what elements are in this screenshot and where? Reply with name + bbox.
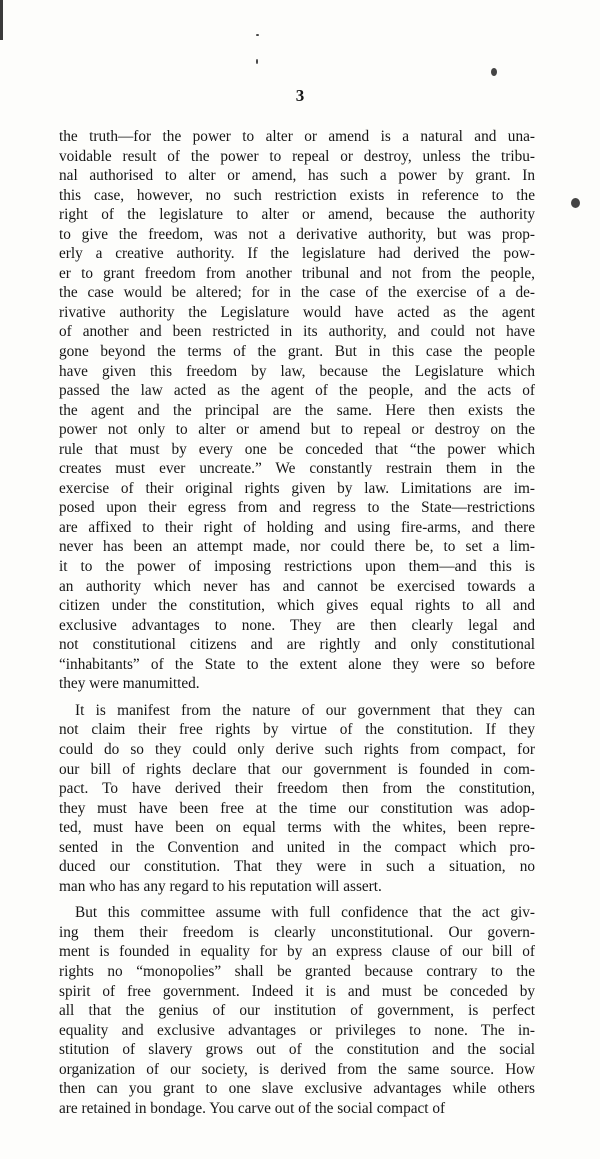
scan-edge-mark <box>0 0 3 40</box>
text-line: of another and been restricted in its authority, and could not have <box>59 323 535 341</box>
text-line: ment is founded in equality for by an express clause of our bill of <box>59 943 535 961</box>
text-line: ted, must have been on equal terms with the whites, been repre- <box>59 819 535 837</box>
text-line: right of the legislature to alter or amend, because the authority <box>59 206 535 224</box>
text-line: citizen under the constitution, which gives equal rights to all and <box>59 597 535 615</box>
text-line: rights no “monopolies” shall be granted because contrary to the <box>59 962 535 980</box>
body-text <box>59 127 535 1118</box>
text-line: stitution of slavery grows out of the constitution and the social <box>59 1041 535 1059</box>
text-line: posed upon their egress from and regress to the State—restrictions <box>59 499 535 517</box>
text-line: pact. To have derived their freedom then from the constitution, <box>59 780 535 798</box>
text-line: man who has any regard to his reputation will assert. <box>59 877 382 895</box>
text-line: not constitutional citizens and are rightly and only constitutional <box>59 636 535 654</box>
text-line: spirit of free government. Indeed it is and must be conceded by <box>59 982 535 1000</box>
text-line: an authority which never has and cannot be exercised towards a <box>59 577 535 595</box>
text-line: our bill of rights declare that our government is founded in com- <box>59 760 535 778</box>
text-line: rivative authority the Legislature would have acted as the agent <box>59 303 535 321</box>
paragraph-gap <box>59 896 535 903</box>
ink-speck <box>256 34 259 36</box>
text-line: the truth—for the power to alter or amend is a natural and una- <box>59 128 535 145</box>
text-line: are affixed to their right of holding and using fire-arms, and there <box>59 518 535 536</box>
text-line: ing them their freedom is clearly unconstitutional. Our govern- <box>59 923 535 941</box>
paragraph-gap <box>59 694 535 701</box>
text-line: “inhabitants” of the State to the extent alone they were so before <box>59 655 535 673</box>
paragraph <box>59 127 535 694</box>
text-line: are retained in bondage. You carve out of the social compact of <box>59 1099 446 1117</box>
text-line: nal authorised to alter or amend, has such a power by grant. In <box>59 167 535 185</box>
text-line: they must have been free at the time our constitution was adop- <box>59 799 535 817</box>
text-line: not claim their free rights by virtue of the constitution. If they <box>59 721 535 739</box>
text-line: rule that must by every one be conceded that “the power which <box>59 440 535 458</box>
ink-speck <box>571 198 580 208</box>
text-line: could do so they could only derive such rights from compact, for <box>59 740 535 758</box>
text-line: exclusive advantages to none. They are then clearly legal and <box>59 616 535 634</box>
ink-speck <box>256 59 258 64</box>
text-line: voidable result of the power to repeal or destroy, unless the tribu- <box>59 147 535 165</box>
text-line: have given this freedom by law, because the Legislature which <box>59 362 535 380</box>
page-number: 3 <box>295 86 305 105</box>
text-line: they were manumitted. <box>59 675 200 693</box>
text-line: organization of our society, is derived from the same source. How <box>59 1060 535 1078</box>
paragraph <box>59 701 535 896</box>
text-line: the case would be altered; for in the case of the exercise of a de- <box>59 284 535 302</box>
text-line: then can you grant to one slave exclusive advantages while others <box>59 1080 535 1098</box>
text-line: equality and exclusive advantages or privileges to none. The in- <box>59 1021 535 1039</box>
text-line: duced our constitution. That they were in such a situation, no <box>59 858 535 876</box>
text-line: But this committee assume with full confidence that the act giv- <box>75 904 535 922</box>
text-line: sented in the Convention and united in the compact which pro- <box>59 838 535 856</box>
text-line: all that the genius of our institution of government, is perfect <box>59 1002 535 1020</box>
ink-speck <box>491 68 497 76</box>
text-line: exercise of their original rights given by law. Limitations are im- <box>59 479 535 497</box>
text-line: creates must ever uncreate.” We constantly restrain them in the <box>59 460 535 478</box>
paragraph <box>59 903 535 1118</box>
text-line: to give the freedom, was not a derivative authority, but was prop- <box>59 225 535 243</box>
text-line: power not only to alter or amend but to repeal or destroy on the <box>59 421 535 439</box>
text-line: passed the law acted as the agent of the people, and the acts of <box>59 382 535 400</box>
text-line: never has been an attempt made, nor could there be, to set a lim- <box>59 538 535 556</box>
text-line: gone beyond the terms of the grant. But in this case the people <box>59 343 535 361</box>
text-line: It is manifest from the nature of our government that they can <box>75 701 535 719</box>
text-line: the agent and the principal are the same. Here then exists the <box>59 401 535 419</box>
text-line: er to grant freedom from another tribunal and not from the people, <box>59 264 535 282</box>
text-line: erly a creative authority. If the legislature had derived the pow- <box>59 245 535 263</box>
text-line: it to the power of imposing restrictions upon them—and this is <box>59 558 535 576</box>
text-line: this case, however, no such restriction exists in reference to the <box>59 186 535 204</box>
